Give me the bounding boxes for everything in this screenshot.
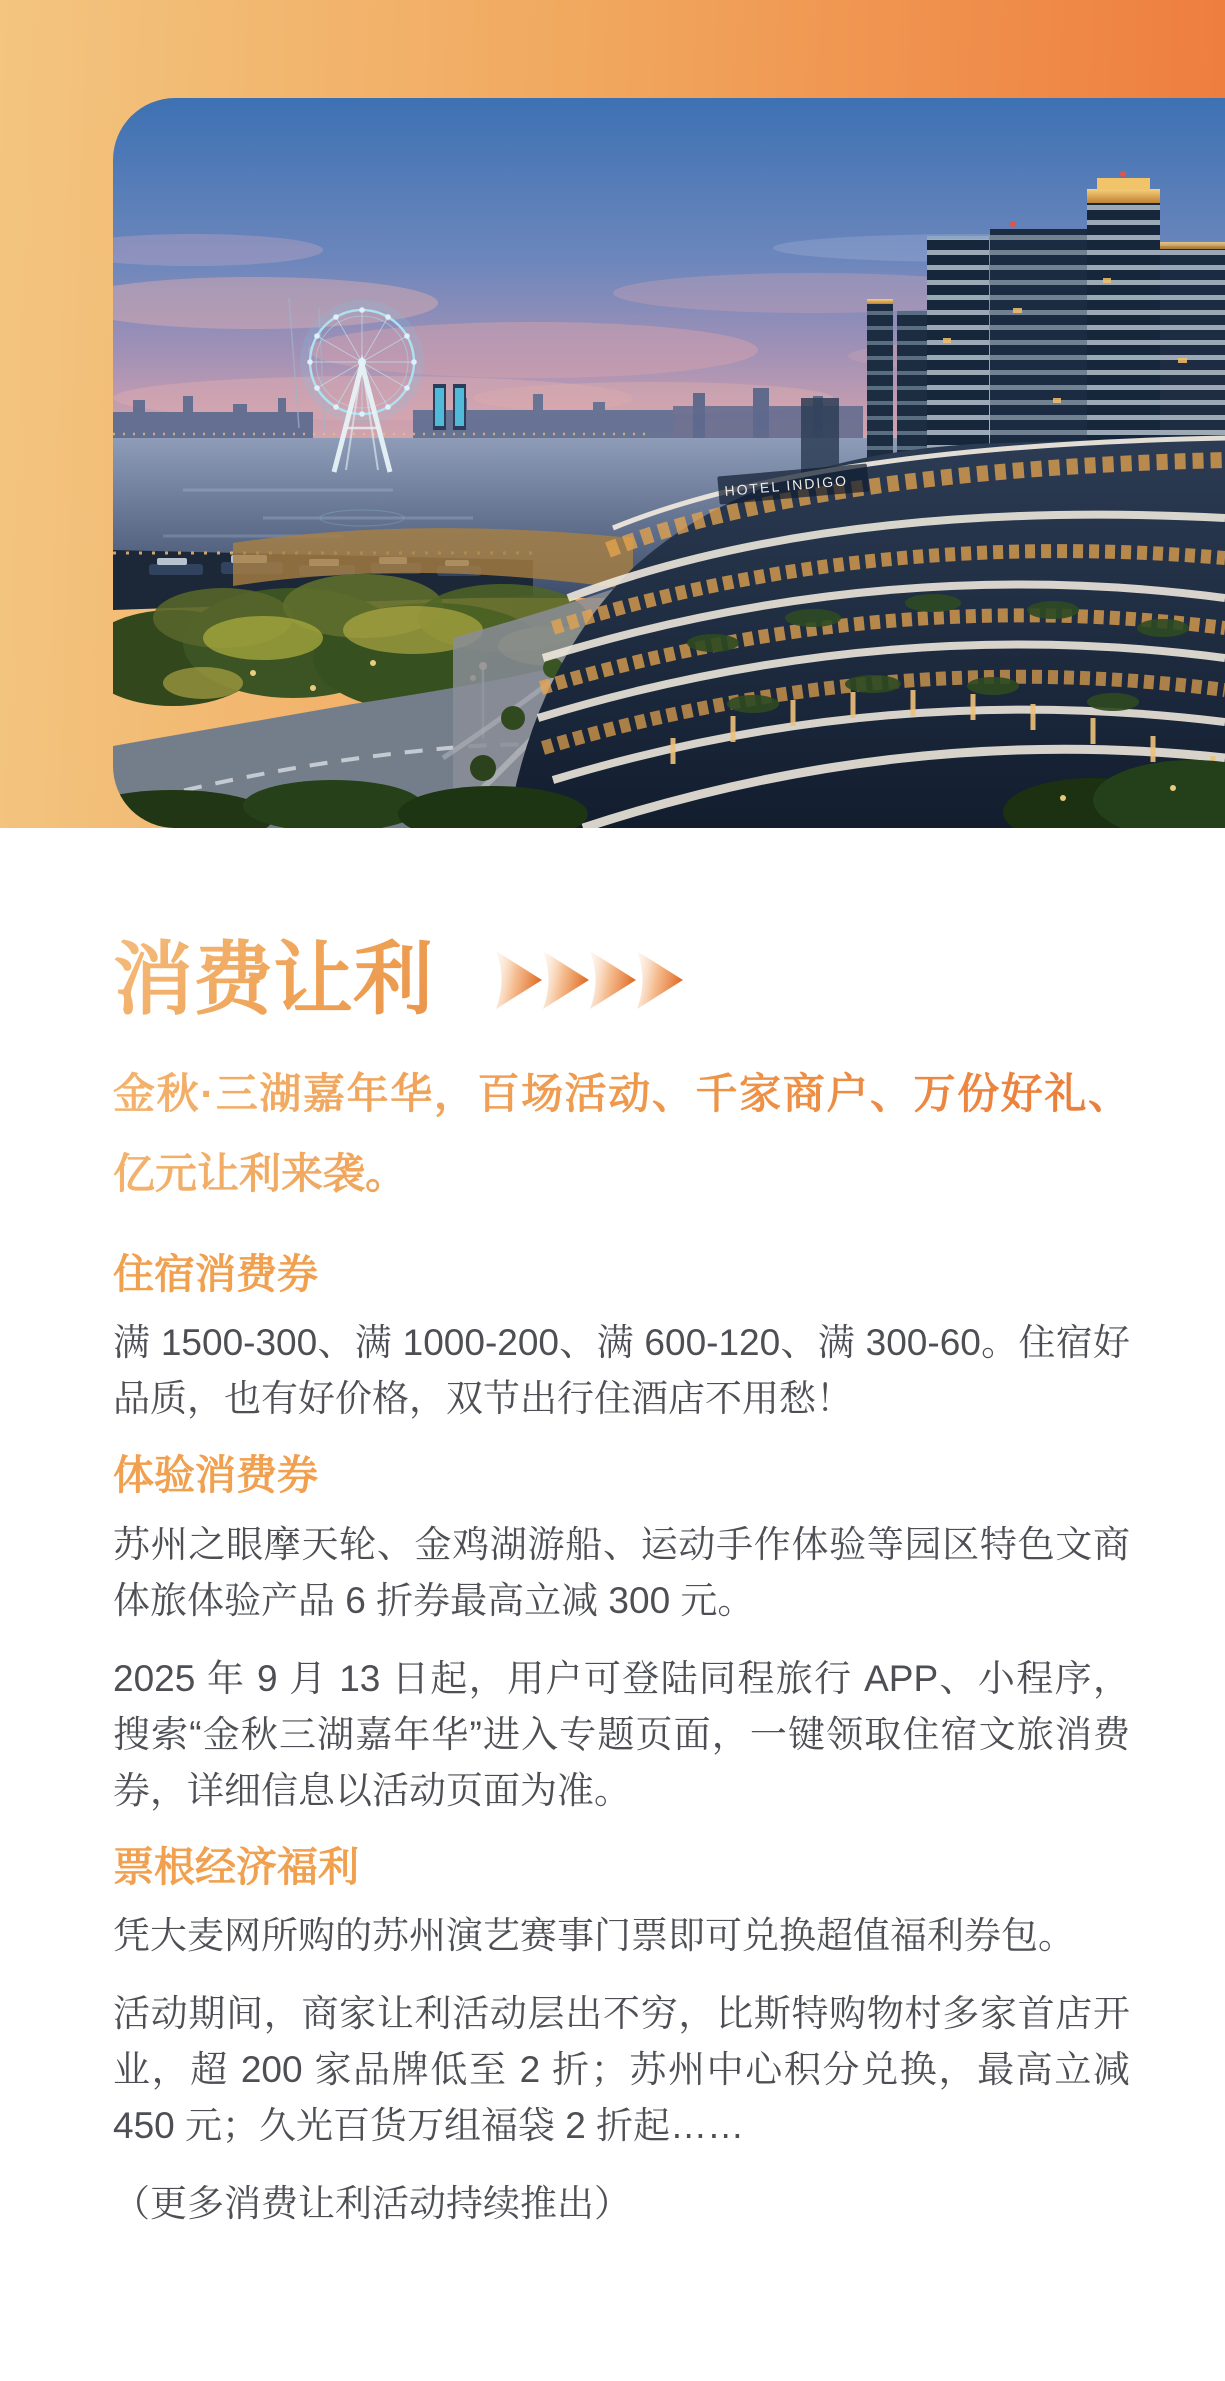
title-row (113, 932, 1130, 1028)
section-heading-experience: 体验消费券 (113, 1452, 318, 1499)
chevron-arrows-icon (493, 948, 693, 1012)
section-paragraph: 2025 年 9 月 13 日起，用户可登陆同程旅行 APP、小程序，搜索“金秋三湖嘉年华”进入专题页面，一键领取住宿文旅消费券，详细信息以活动页面为准。 (113, 1657, 1130, 1811)
section-heading-lodging: 住宿消费券 (113, 1251, 318, 1297)
content-area (0, 828, 1225, 2254)
section-paragraph: 满 1500-300、满 1000-200、满 600-120、满 300-60。住宿好品质，也有好价格，双节出行住酒店不用愁！ (113, 1322, 1130, 1420)
section-paragraph: 凭大麦网所购的苏州演艺赛事门票即可兑换超值福利券包。 (113, 1914, 1075, 1956)
section-heading-ticket-stub: 票根经济福利 (113, 1843, 359, 1890)
suzhou-dusk-photo (113, 98, 1225, 828)
section-note: （更多消费让利活动持续推出） (113, 2182, 631, 2224)
section-paragraph: 活动期间，商家让利活动层出不穷，比斯特购物村多家首店开业，超 200 家品牌低至 2 折；苏州中心积分兑换，最高立减 450 元；久光百货万组福袋 2 折起…… (113, 1992, 1130, 2146)
intro-text: 金秋·三湖嘉年华，百场活动、千家商户、万份好礼、亿元让利来袭。 (113, 1054, 1130, 1214)
hero-photo (113, 98, 1225, 828)
hotel-sign-text: HOTEL INDIGO (723, 472, 849, 499)
page-title: 消费让利 (113, 932, 433, 1028)
section-paragraph: 苏州之眼摩天轮、金鸡湖游船、运动手作体验等园区特色文商体旅体验产品 6 折券最高立减 300 元。 (113, 1523, 1130, 1621)
hero-gradient-band (0, 0, 1225, 828)
